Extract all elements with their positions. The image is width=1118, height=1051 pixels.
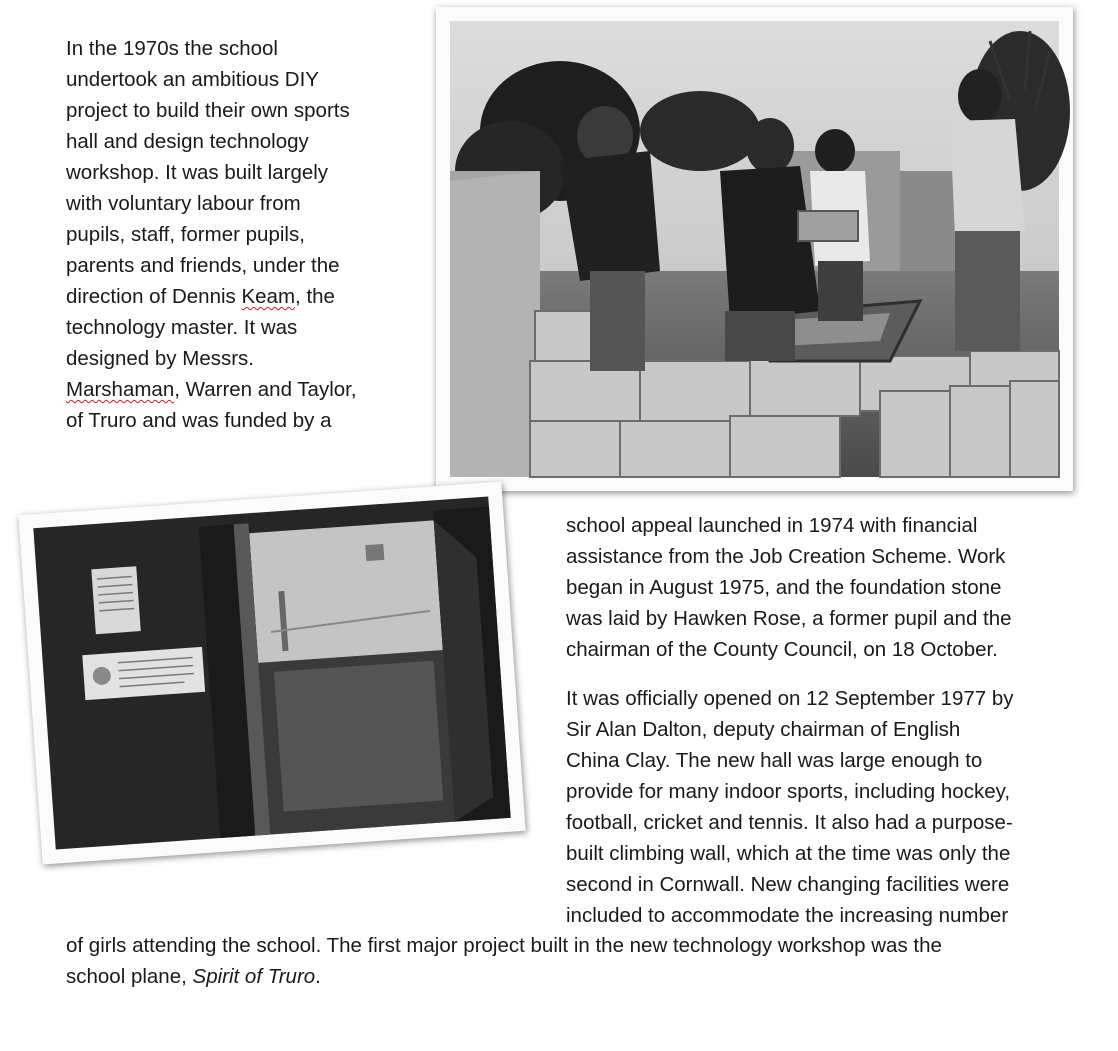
text-line: workshop. It was built largely (66, 161, 329, 184)
text-line: undertook an ambitious DIY (66, 68, 319, 91)
text-line: included to accommodate the increasing number (566, 904, 1009, 927)
photo-sports-hall-doorway (18, 482, 525, 865)
text-line: of Truro and was funded by a (66, 409, 332, 432)
text-line: project to build their own sports (66, 99, 350, 122)
text-line (66, 374, 357, 405)
text-segment: , Warren and Taylor, (174, 378, 357, 401)
plane-name-italic: Spirit of Truro (192, 965, 316, 988)
text-segment: direction of Dennis (66, 285, 242, 308)
text-line: Sir Alan Dalton, deputy chairman of English (566, 718, 961, 741)
text-line: began in August 1975, and the foundation stone (566, 576, 1002, 599)
text-line: chairman of the County Council, on 18 October. (566, 638, 998, 661)
text-line: designed by Messrs. (66, 347, 255, 370)
text-segment: school plane, (66, 965, 193, 988)
photo-building-works (436, 7, 1073, 491)
text-line: It was officially opened on 12 September 1977 by (566, 687, 1014, 710)
text-line: school appeal launched in 1974 with financial (566, 514, 978, 537)
text-line: was laid by Hawken Rose, a former pupil and the (566, 607, 1012, 630)
spellcheck-flagged-word: Keam (241, 285, 296, 308)
text-line: parents and friends, under the (66, 254, 340, 277)
text-line: second in Cornwall. New changing facilities were (566, 873, 1010, 896)
text-line: assistance from the Job Creation Scheme. Work (566, 545, 1006, 568)
text-line: built climbing wall, which at the time was only the (566, 842, 1011, 865)
text-line: with voluntary labour from (66, 192, 301, 215)
photo-building-works-image (436, 7, 1073, 491)
text-line: technology master. It was (66, 316, 298, 339)
text-line: China Clay. The new hall was large enough to (566, 749, 983, 772)
text-line: of girls attending the school. The first major project built in the new technology workshop was the (66, 934, 942, 957)
text-line (66, 961, 321, 992)
text-line (66, 281, 335, 312)
text-line: provide for many indoor sports, including hockey, (566, 780, 1011, 803)
text-line: hall and design technology (66, 130, 309, 153)
text-segment: . (315, 965, 321, 988)
text-line: In the 1970s the school (66, 37, 278, 60)
spellcheck-flagged-word: Marshaman (66, 378, 175, 401)
photo-sports-hall-doorway-image (18, 482, 525, 865)
text-line: pupils, staff, former pupils, (66, 223, 305, 246)
text-line: football, cricket and tennis. It also had a purpose- (566, 811, 1013, 834)
text-segment: , the (295, 285, 335, 308)
